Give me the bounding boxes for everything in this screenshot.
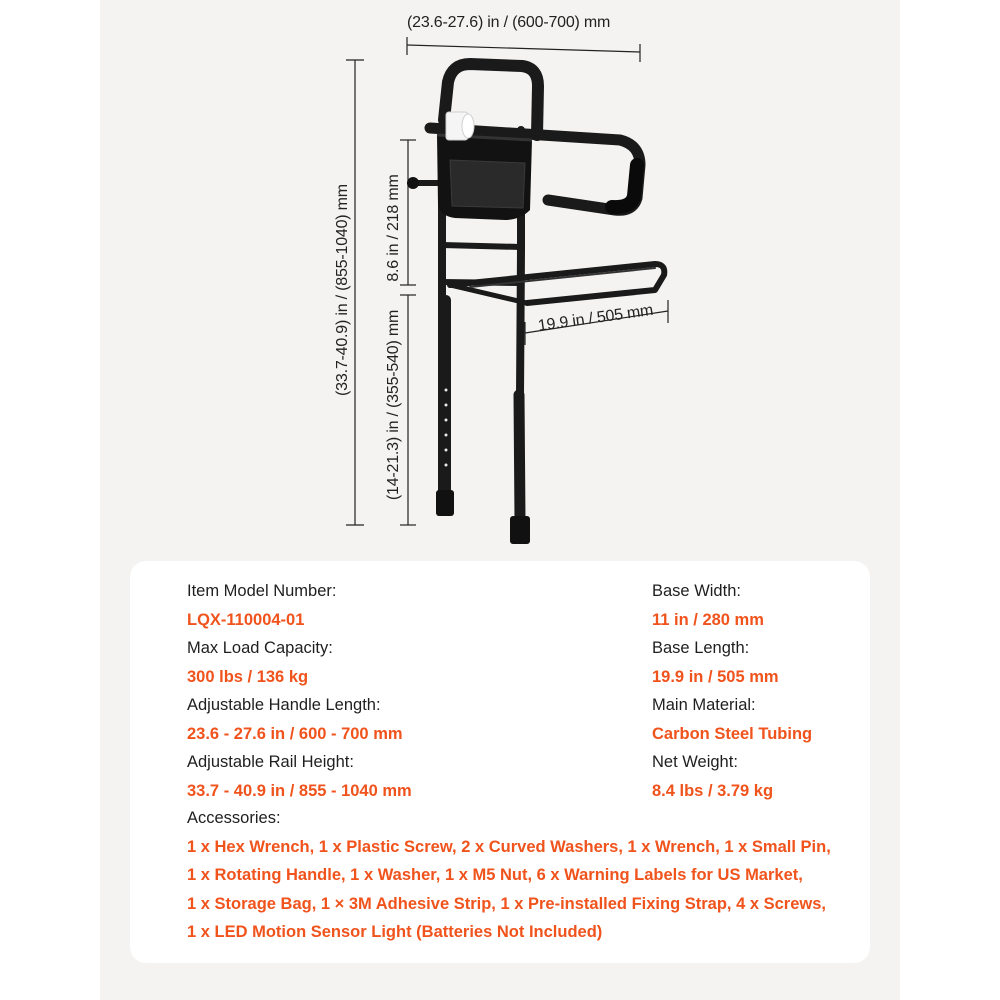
storage-bag [437,135,532,220]
spec-main-material [652,691,812,748]
spec-value: LQX-110004-01 [187,610,305,629]
spec-model-number [187,577,336,634]
spec-handle-length [187,691,403,748]
led-light [446,112,474,140]
spec-accessories [187,804,831,947]
spec-value: 8.4 lbs / 3.79 kg [652,781,774,800]
spec-value: 300 lbs / 136 kg [187,667,309,686]
spec-value: 19.9 in / 505 mm [652,667,779,686]
spec-net-weight [652,748,773,805]
rail-feet [407,177,530,544]
spec-value: 11 in / 280 mm [652,610,764,629]
accessories-line: 1 x Storage Bag, 1 × 3M Adhesive Strip, 1 x Pre-installed Fixing Strap, 4 x Screws, [187,894,826,913]
spec-label: Item Model Number: [187,582,337,600]
spec-value: Carbon Steel Tubing [652,724,813,743]
spec-label: Base Width: [652,582,741,600]
spec-value: 23.6 - 27.6 in / 600 - 700 mm [187,724,403,743]
handle-length-dimension: (23.6-27.6) in / (600-700) mm [407,14,611,31]
lower-height-dimension: (14-21.3) in / (355-540) mm [385,309,402,501]
accessories-line: 1 x Hex Wrench, 1 x Plastic Screw, 2 x Curved Washers, 1 x Wrench, 1 x Small Pin, [187,837,831,856]
spec-label: Base Length: [652,639,750,657]
upper-height-dimension: 8.6 in / 218 mm [385,174,402,282]
spec-value: 33.7 - 40.9 in / 855 - 1040 mm [187,781,412,800]
total-height-dimension: (33.7-40.9) in / (855-1040) mm [334,184,351,396]
spec-label: Net Weight: [652,753,738,771]
accessories-line: 1 x Rotating Handle, 1 x Washer, 1 x M5 Nut, 6 x Warning Labels for US Market, [187,866,803,884]
spec-label: Adjustable Rail Height: [187,753,354,771]
base-length-dimension: 19.9 in / 505 mm [537,301,655,335]
accessories-label: Accessories: [187,809,281,827]
spec-max-load [187,634,333,691]
spec-base-width [652,577,764,634]
spec-label: Main Material: [652,696,756,714]
spec-base-length [652,634,779,691]
spec-label: Adjustable Handle Length: [187,696,381,714]
spec-card [130,561,870,963]
accessories-line: 1 x LED Motion Sensor Light (Batteries Not Included) [187,923,603,941]
spec-label: Max Load Capacity: [187,639,333,657]
spec-rail-height [187,748,412,805]
